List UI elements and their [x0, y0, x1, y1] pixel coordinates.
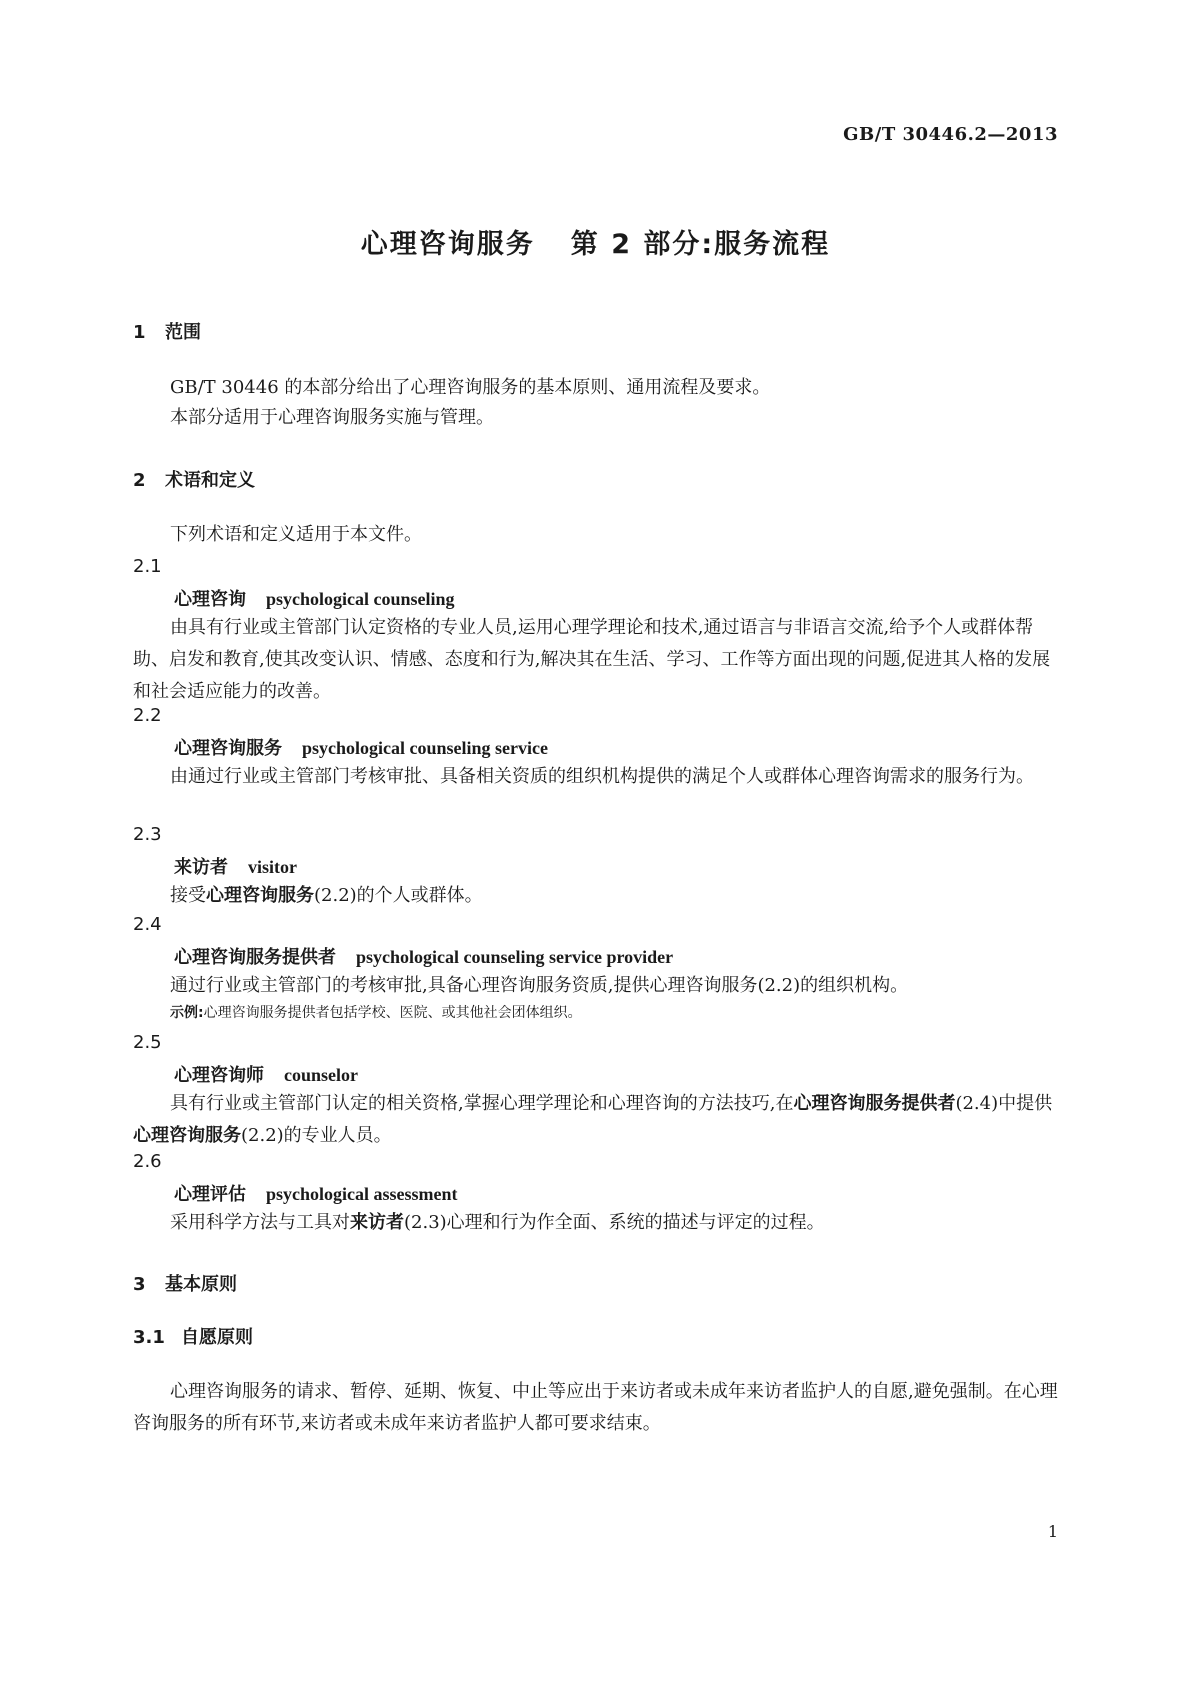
- section-1-heading: [133, 318, 201, 344]
- example-label: 示例:: [170, 1005, 204, 1021]
- term-number-2-3: 2.3: [133, 824, 162, 845]
- section-3-heading: [133, 1270, 237, 1296]
- page-number: 1: [1047, 1522, 1058, 1541]
- def-text: 通过行业或主管部门的考核审批,具备心理咨询服务资质,提供: [170, 975, 650, 996]
- term-reference: 心理咨询服务: [133, 1125, 241, 1146]
- document-title: [0, 222, 1191, 261]
- def-text: 采用科学方法与工具对: [170, 1212, 350, 1233]
- term-english: psychological counseling service provider: [356, 947, 674, 967]
- term-english: counselor: [284, 1065, 358, 1085]
- term-2-2-definition: 由通过行业或主管部门考核审批、具备相关资质的组织机构提供的满足个人或群体心理咨询需求的服务行为。: [170, 766, 1034, 787]
- def-text: 接受: [170, 885, 206, 906]
- term-english: psychological assessment: [266, 1184, 458, 1204]
- def-text: (2.2)的专业人员。: [241, 1125, 392, 1146]
- section-1-paragraph-1: GB/T 30446 的本部分给出了心理咨询服务的基本原则、通用流程及要求。: [170, 377, 771, 398]
- section-3-1-heading: [133, 1323, 253, 1349]
- section-number: 2: [133, 470, 146, 491]
- term-chinese: 来访者: [174, 857, 228, 878]
- section-title: 术语和定义: [165, 470, 255, 491]
- def-text: (2.2)的组织机构。: [757, 975, 909, 996]
- term-number-2-6: 2.6: [133, 1151, 162, 1172]
- def-text: (2.3)心理和行为作全面、系统的描述与评定的过程。: [404, 1212, 825, 1233]
- term-chinese: 心理咨询师: [174, 1065, 264, 1086]
- section-number: 1: [133, 322, 146, 343]
- title-part2: 第 2 部分:服务流程: [570, 229, 831, 260]
- term-reference: 心理咨询服务: [206, 885, 314, 906]
- term-2-1-definition: 由具有行业或主管部门认定资格的专业人员,运用心理学理论和技术,通过语言与非语言交流,给予个人或群体帮助、启发和教育,使其改变认识、情感、态度和行为,解决其在生活、学习、工作等方面出现的问题,促进其人格的发展和社会适应能力的改善。: [133, 617, 1051, 702]
- term-2-4: [174, 943, 673, 969]
- term-2-4-example: [170, 1002, 582, 1022]
- term-chinese: 心理咨询服务提供者: [174, 947, 336, 968]
- term-2-4-definition: [133, 970, 1058, 1002]
- subsection-number: 3.1: [133, 1327, 165, 1348]
- example-text: 心理咨询服务提供者包括学校、医院、或其他社会团体组织。: [203, 1005, 582, 1021]
- term-english: psychological counseling service: [302, 738, 548, 758]
- term-reference: 心理咨询服务: [649, 975, 758, 996]
- section-2-intro: 下列术语和定义适用于本文件。: [170, 524, 422, 545]
- term-2-5: [174, 1061, 358, 1087]
- term-2-2: [174, 734, 548, 760]
- term-chinese: 心理评估: [174, 1184, 246, 1205]
- section-1-paragraph-2: 本部分适用于心理咨询服务实施与管理。: [170, 407, 494, 428]
- section-title: 基本原则: [165, 1274, 237, 1295]
- term-number-2-1: 2.1: [133, 556, 162, 577]
- section-number: 3: [133, 1274, 146, 1295]
- term-2-6-definition: [133, 1207, 1058, 1239]
- term-2-5-definition: [133, 1088, 1058, 1152]
- subsection-title: 自愿原则: [181, 1327, 253, 1348]
- standard-code: GB/T 30446.2—2013: [843, 124, 1058, 145]
- section-title: 范围: [165, 322, 201, 343]
- section-2-heading: [133, 466, 255, 492]
- title-part1: 心理咨询服务: [360, 229, 535, 260]
- term-number-2-4: 2.4: [133, 914, 162, 935]
- term-reference: 来访者: [350, 1212, 404, 1233]
- term-english: visitor: [248, 857, 297, 877]
- term-reference: 心理咨询服务提供者: [793, 1093, 956, 1114]
- def-text: (2.2)的个人或群体。: [314, 885, 483, 906]
- term-2-1: [174, 585, 455, 611]
- term-english: psychological counseling: [266, 589, 455, 609]
- term-chinese: 心理咨询服务: [174, 738, 282, 759]
- section-3-1-paragraph: 心理咨询服务的请求、暂停、延期、恢复、中止等应出于来访者或未成年来访者监护人的自愿,避免强制。在心理咨询服务的所有环节,来访者或未成年来访者监护人都可要求结束。: [133, 1381, 1058, 1434]
- term-chinese: 心理咨询: [174, 589, 246, 610]
- term-2-3-definition: [133, 880, 1058, 912]
- def-text: (2.4)中提供: [955, 1093, 1053, 1114]
- term-number-2-2: 2.2: [133, 705, 162, 726]
- term-number-2-5: 2.5: [133, 1032, 162, 1053]
- term-2-3: [174, 853, 297, 879]
- def-text: 具有行业或主管部门认定的相关资格,掌握心理学理论和心理咨询的方法技巧,在: [170, 1093, 794, 1114]
- term-2-6: [174, 1180, 458, 1206]
